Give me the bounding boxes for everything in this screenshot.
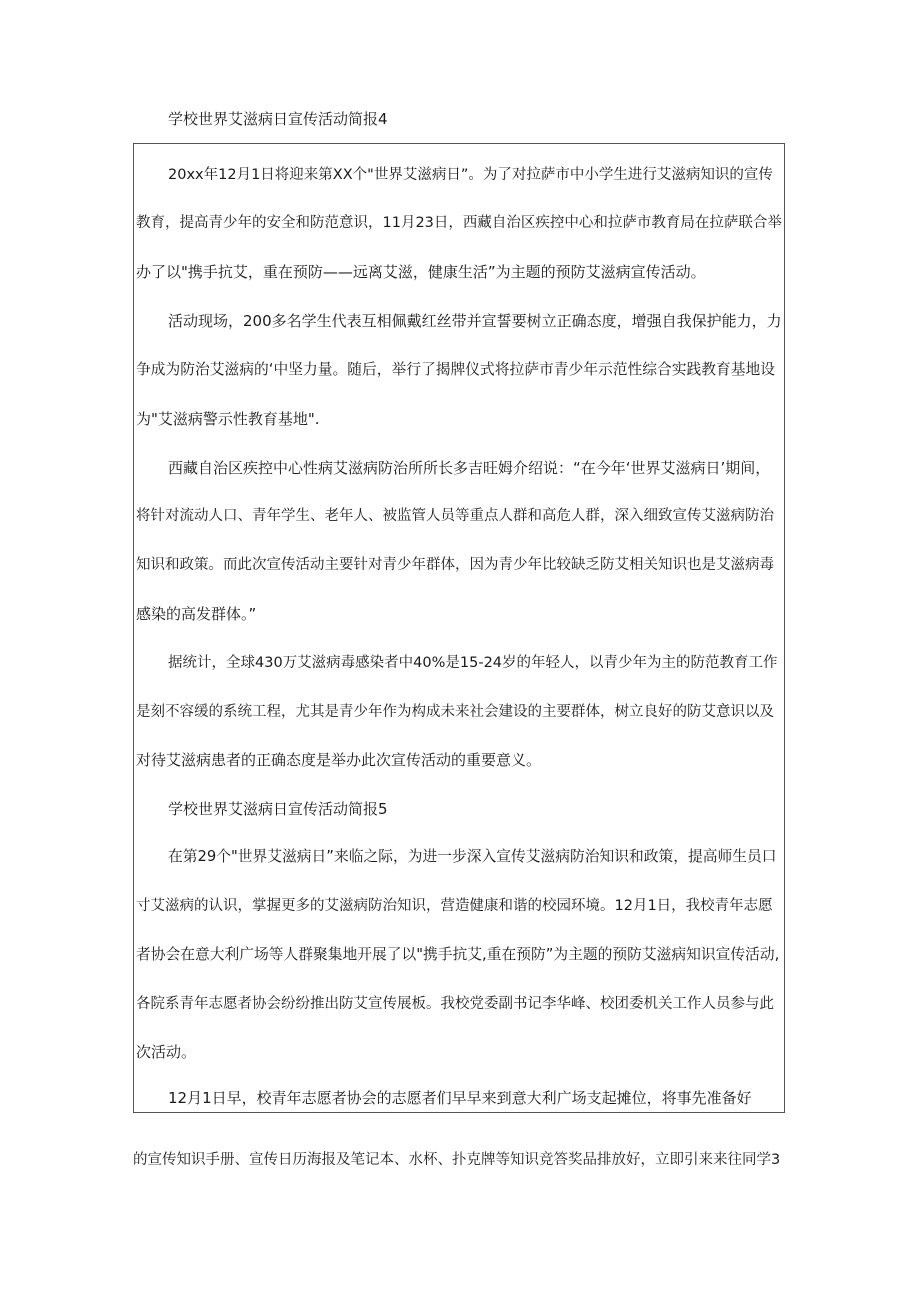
paragraph-line: 知识和政策。而此次宣传活动主要针对青少年群体，因为青少年比较缺乏防艾相关知识也是艾滋病毒 <box>136 557 774 573</box>
paragraph-line: 西藏自治区疾控中心性病艾滋病防治所所长多吉旺姆介绍说：“在今年‘世界艾滋病日’期间， <box>168 459 771 477</box>
paragraph-line: 感染的高发群体。” <box>136 605 257 623</box>
paragraph-line: 为"艾滋病警示性教育基地". <box>136 410 320 428</box>
paragraph-line-continued: 的宣传知识手册、宣传日历海报及笔记本、水杯、扑克牌等知识竞答奖品排放好，立即引来来往同学3 <box>133 1152 781 1168</box>
paragraph-line: 20xx年12月1日将迎来第XX个"世界艾滋病日”。为了对拉萨市中小学生进行艾滋病知识的宣传 <box>168 167 773 183</box>
paragraph-line: 对待艾滋病患者的正确态度是举办此次宣传活动的重要意义。 <box>136 751 542 769</box>
paragraph-line: 在第29个"世界艾滋病日”来临之际，为进一步深入宣传艾滋病防治知识和政策，提高师生员口 <box>168 848 777 865</box>
paragraph-line: 次活动。 <box>136 1043 197 1061</box>
paragraph-line: 活动现场，200多名学生代表互相佩戴红丝带并宣誓要树立正确态度，增强自我保护能力，力 <box>168 312 782 330</box>
paragraph-line: 是刻不容缓的系统工程，尤其是青少年作为构成未来社会建设的主要群体，树立良好的防艾意识以及 <box>136 704 774 720</box>
paragraph-line: 办了以"携手抗艾，重在预防——远离艾滋，健康生活”为主题的预防艾滋病宣传活动。 <box>136 263 706 281</box>
content-frame <box>133 143 785 1113</box>
section-heading-4: 学校世界艾滋病日宣传活动简报4 <box>168 110 388 128</box>
paragraph-line: 者协会在意大利广场等人群聚集地开展了以"携手抗艾,重在预防”为主题的预防艾滋病知识宣传活动, <box>136 946 780 963</box>
section-heading-5: 学校世界艾滋病日宣传活动简报5 <box>168 800 388 818</box>
paragraph-line: 争成为防治艾滋病的‘中坚力量。随后，举行了揭牌仪式将拉萨市青少年示范性综合实践教育基地设 <box>136 361 775 378</box>
paragraph-line: 据统计，全球430万艾滋病毒感染者中40%是15-24岁的年轻人，以青少年为主的防范教育工作 <box>168 655 778 671</box>
paragraph-line: 寸艾滋病的认识，掌握更多的艾滋病防治知识，营造健康和谐的校园环境。12月1日，我校青年志愿 <box>136 898 773 914</box>
paragraph-line: 12月1日早，校青年志愿者协会的志愿者们早早来到意大利广场支起摊位，将事先准备好 <box>168 1089 752 1107</box>
paragraph-line: 将针对流动人口、青年学生、老年人、被监管人员等重点人群和高危人群，深入细致宣传艾滋病防治 <box>136 508 774 524</box>
paragraph-line: 教育，提高青少年的安全和防范意识，11月23日，西藏自治区疾控中心和拉萨市教育局在拉萨联合举 <box>136 215 782 231</box>
paragraph-line: 各院系青年志愿者协会纷纷推出防艾宣传展板。我校党委副书记李华峰、校团委机关工作人员参与此 <box>136 996 774 1012</box>
